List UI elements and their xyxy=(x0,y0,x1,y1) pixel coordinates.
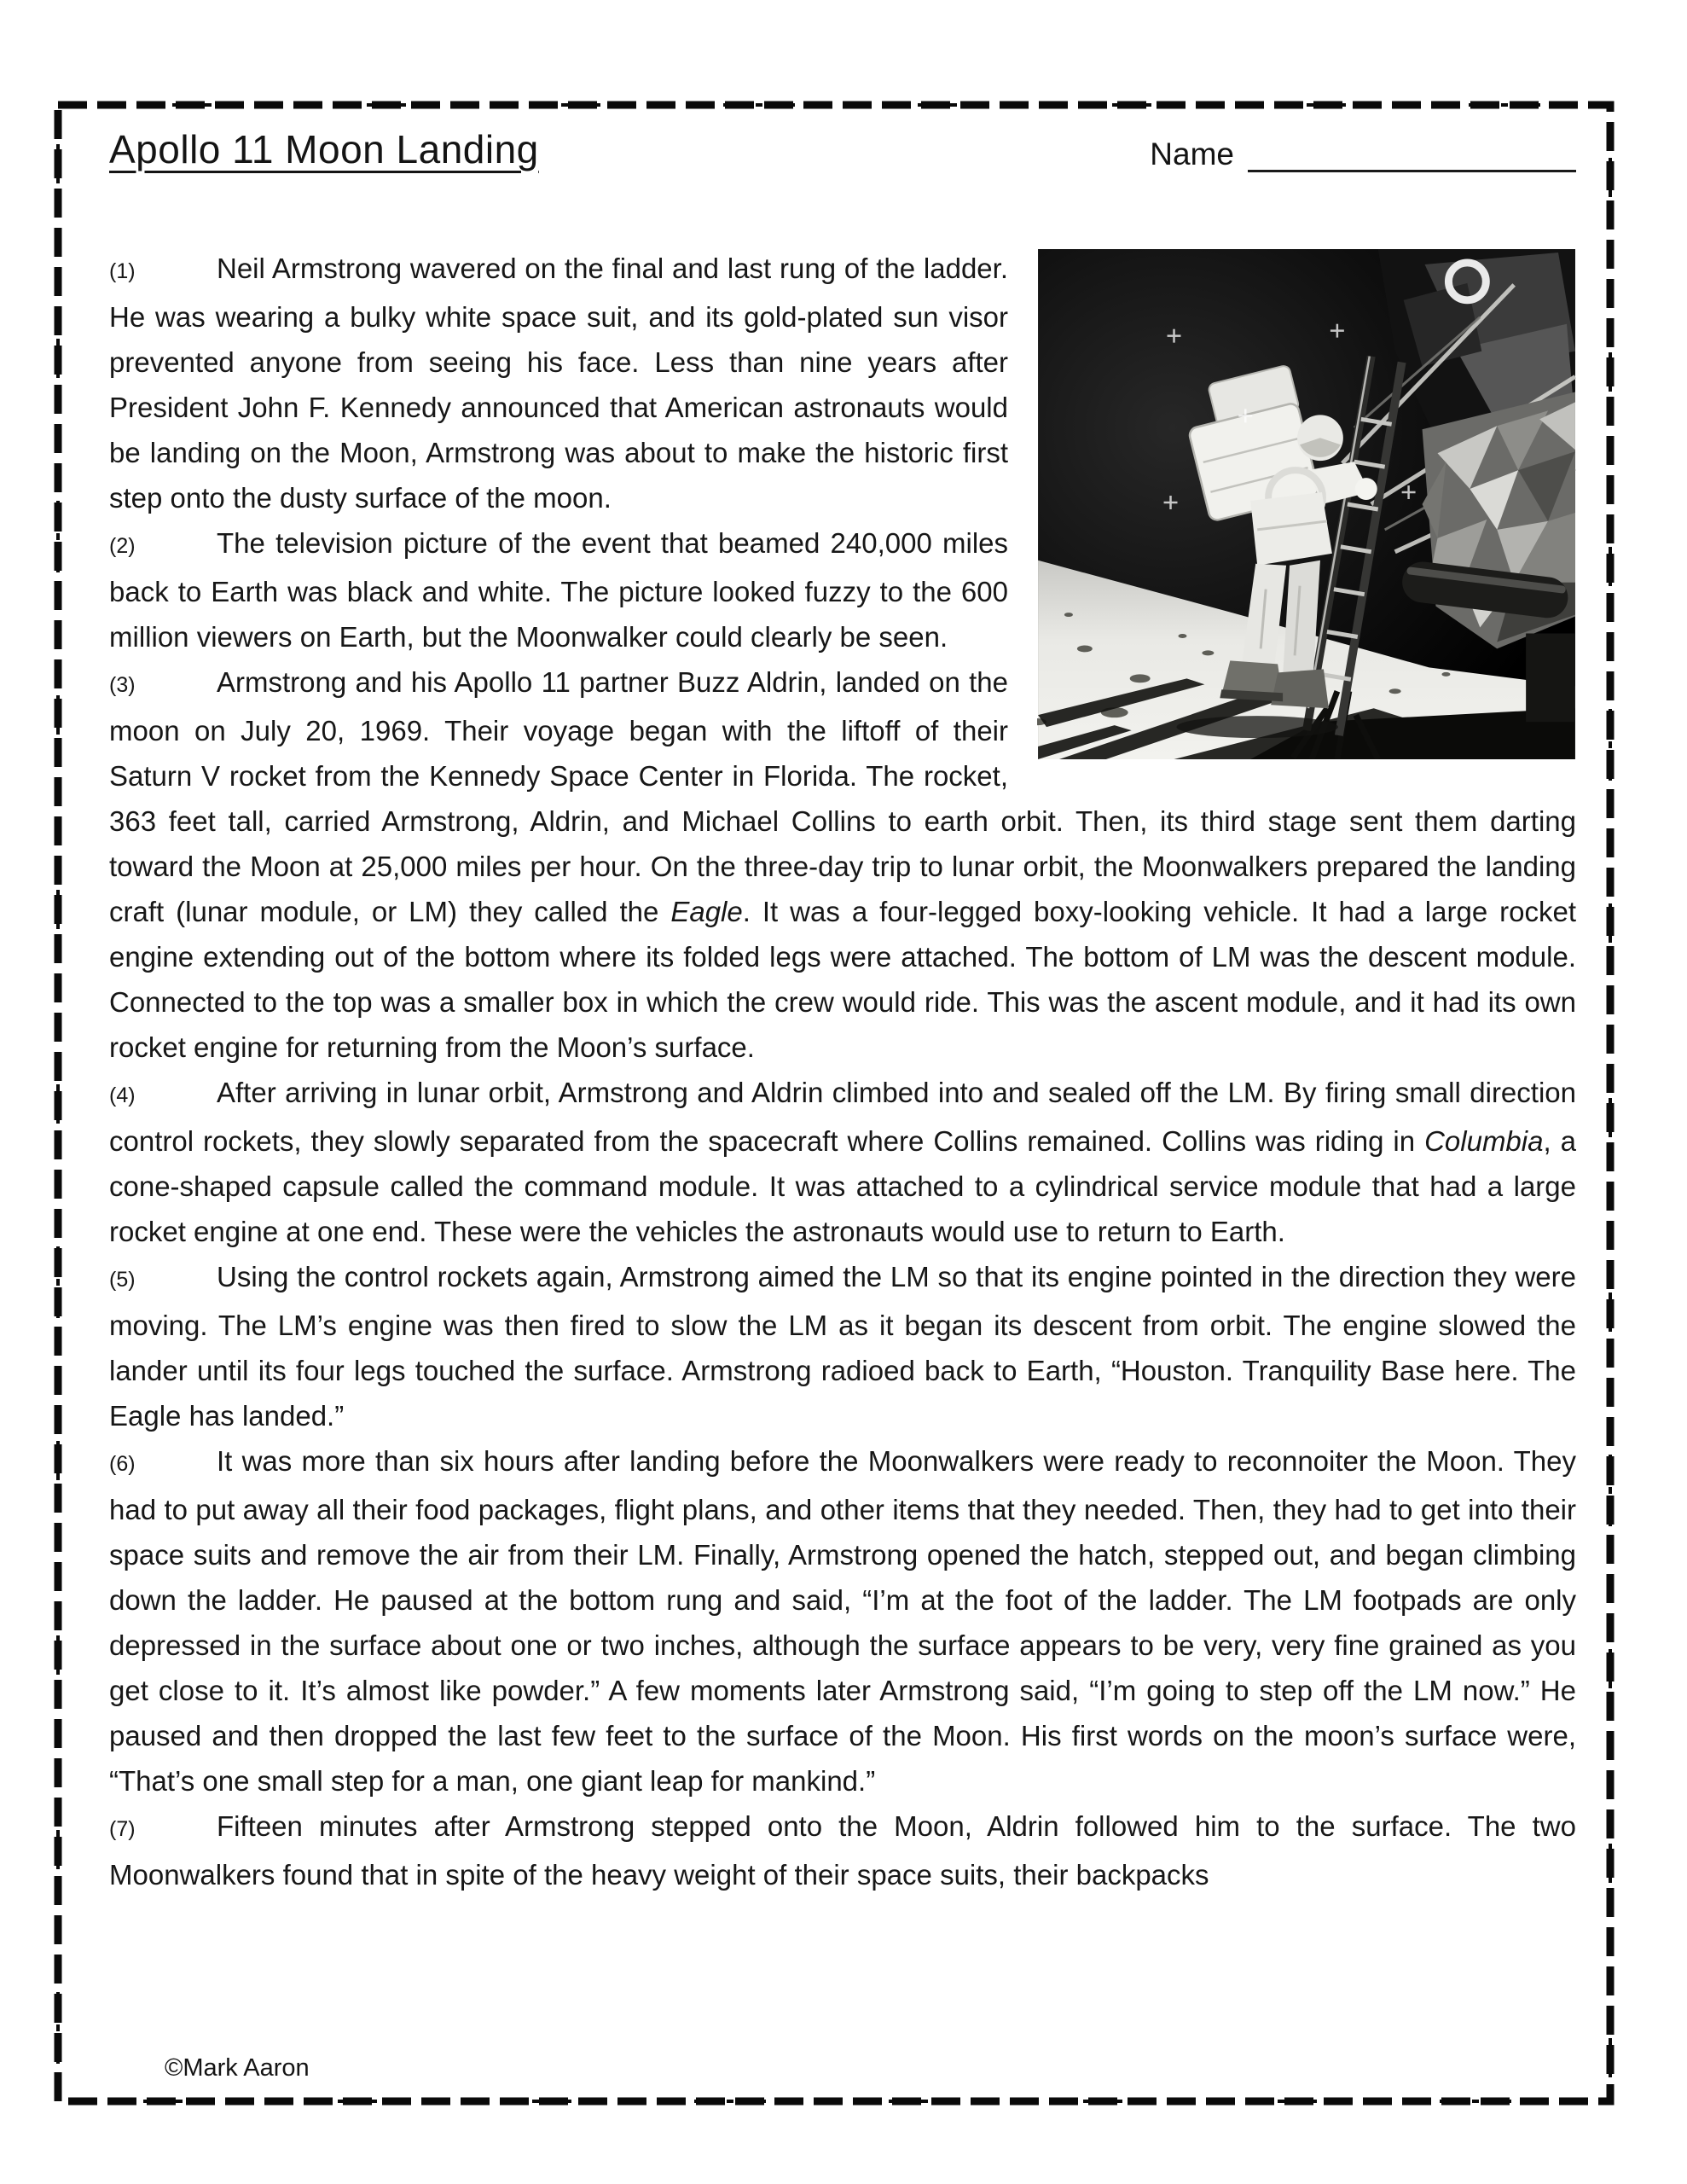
italic-text: Columbia xyxy=(1424,1125,1544,1157)
body-text: . It was a four-legged boxy-looking vehicle. It had a large rocket engine extending out of the bottom where its folded legs were attached. The bottom of LM was the descent module. Connected to the top was a smaller box in which the crew would ride. This was the ascent module, and it had its own rocket engine for returning from the Moon’s surface. xyxy=(109,896,1576,1063)
moon-landing-photo xyxy=(1037,249,1576,759)
body-text: Using the control rockets again, Armstrong aimed the LM so that its engine pointed in the direction they were moving. The LM’s engine was then fired to slow the LM as it began its descent from orbit. The engine slowed the lander until its four legs touched the surface. Armstrong radioed back to Earth, “Houston. Tranquility Base here. The Eagle has landed.” xyxy=(109,1261,1576,1432)
italic-text: Eagle xyxy=(670,896,743,927)
paragraph-5 xyxy=(109,1254,1576,1438)
copyright-credit: ©Mark Aaron xyxy=(165,2054,310,2082)
worksheet-page xyxy=(54,101,1615,2106)
paragraph-6 xyxy=(109,1438,1576,1804)
paragraph-4 xyxy=(109,1070,1576,1254)
body-text: The television picture of the event that beamed 240,000 miles back to Earth was black and white. The picture looked fuzzy to the 600 million viewers on Earth, but the Moonwalker could clearly be seen. xyxy=(109,527,1008,653)
paragraph-number: (6) xyxy=(109,1452,136,1476)
body-text: Neil Armstrong wavered on the final and last rung of the ladder. He was wearing a bulky white space suit, and its gold-plated sun visor prevented anyone from seeing his face. Less than nine years after President John F. Kennedy announced that American astronauts would be landing on the Moon, Armstrong was about to make the historic first step onto the dusty surface of the moon. xyxy=(109,253,1008,514)
paragraph-number: (7) xyxy=(109,1817,136,1841)
moon-landing-photo-graphic xyxy=(1037,249,1576,759)
paragraph-7 xyxy=(109,1804,1576,1897)
body-text: , a cone-shaped capsule called the command module. It was attached to a cylindrical service module that had a large rocket engine at one end. These were the vehicles the astronauts would use to return to Earth. xyxy=(109,1125,1576,1247)
name-line xyxy=(1150,135,1576,172)
paragraph-number: (4) xyxy=(109,1083,136,1107)
body-text: After arriving in lunar orbit, Armstrong and Aldrin climbed into and sealed off the LM. By firing small direction control rockets, they slowly separated from the spacecraft where Collins remained. Collins was riding in xyxy=(109,1077,1576,1157)
page-title: Apollo 11 Moon Landing xyxy=(109,127,539,171)
header xyxy=(109,126,1576,172)
paragraph-number: (1) xyxy=(109,259,136,283)
body-text: Armstrong and his Apollo 11 partner Buzz Aldrin, landed on the moon on July 20, 1969. Their voyage began with the liftoff of their Saturn V rocket from the Kennedy Space Center in Florida. The rocket, 363 feet tall, carried Armstrong, Aldrin, and Michael Collins to earth orbit. Then, its third stage sent them darting toward the Moon at 25,000 miles per hour. On the three-day trip to lunar orbit, the Moonwalkers prepared the landing craft (lunar module, or LM) they called the xyxy=(109,666,1576,927)
paragraph-number: (3) xyxy=(109,673,136,697)
name-blank xyxy=(1248,135,1576,172)
name-label: Name xyxy=(1150,136,1234,171)
paragraph-number: (5) xyxy=(109,1268,136,1292)
reading-passage xyxy=(109,246,1576,1897)
page-content xyxy=(109,126,1576,2082)
body-text: Fifteen minutes after Armstrong stepped onto the Moon, Aldrin followed him to the surface. The two Moonwalkers found that in spite of the heavy weight of their space suits, their backpacks xyxy=(109,1810,1576,1891)
body-text: It was more than six hours after landing before the Moonwalkers were ready to reconnoiter the Moon. They had to put away all their food packages, flight plans, and other items that they needed. Then, they had to get into their space suits and remove the air from their LM. Finally, Armstrong opened the hatch, stepped out, and began climbing down the ladder. He paused at the bottom rung and said, “I’m at the foot of the ladder. The LM footpads are only depressed in the surface about one or two inches, although the surface appears to be very, very fine grained as you get close to it. It’s almost like powder.” A few moments later Armstrong said, “I’m going to step off the LM now.” He paused and then dropped the last few feet to the surface of the Moon. His first words on the moon’s surface were, “That’s one small step for a man, one giant leap for mankind.” xyxy=(109,1445,1576,1797)
paragraph-number: (2) xyxy=(109,534,136,558)
